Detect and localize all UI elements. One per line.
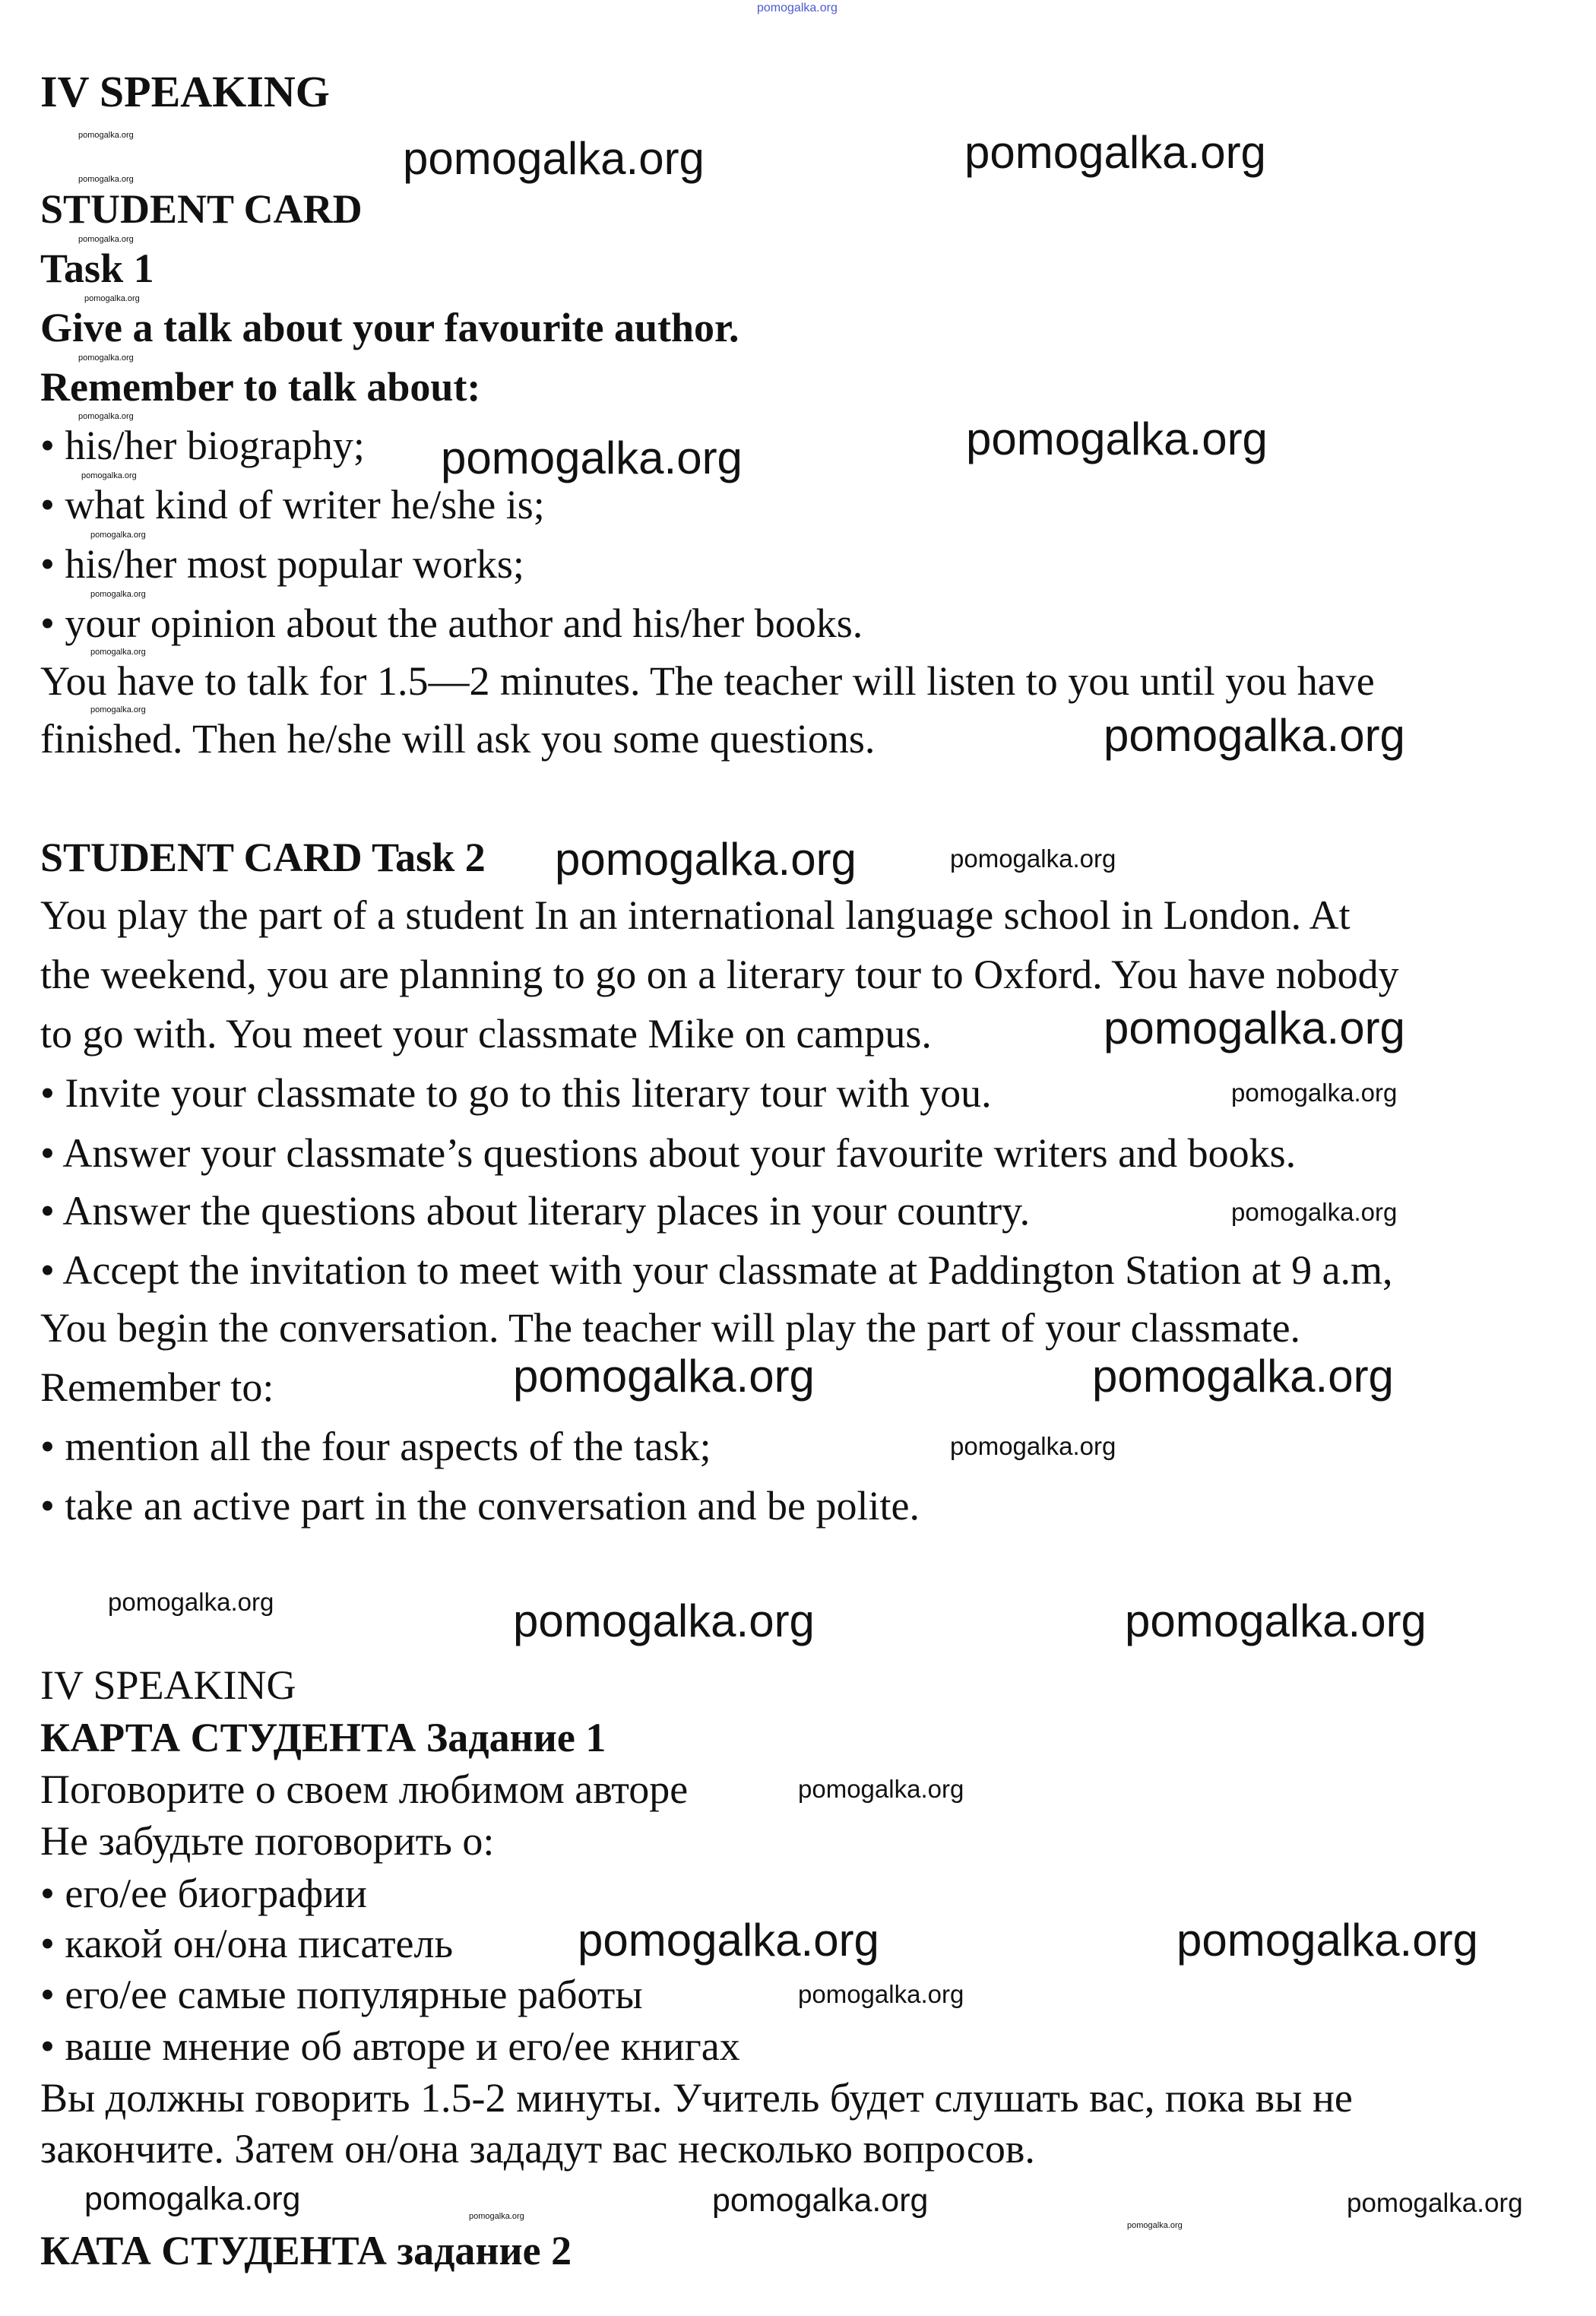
watermark: pomogalka.org [84, 2181, 301, 2217]
watermark: pomogalka.org [555, 834, 857, 885]
bullet-item: • его/ее самые популярные работы [40, 1972, 643, 2017]
watermark: pomogalka.org [798, 1980, 964, 2008]
watermark: pomogalka.org [966, 413, 1268, 464]
begin-line: You begin the conversation. The teacher will play the part of your classmate. [40, 1305, 1301, 1351]
watermark: pomogalka.org [1231, 1079, 1398, 1107]
watermark: pomogalka.org [1104, 1003, 1405, 1053]
bullet-item: • Answer the questions about literary places in your country. [40, 1188, 1031, 1234]
bullet-item: • Answer your classmate’s questions about your favourite writers and books. [40, 1130, 1297, 1176]
watermark: pomogalka.org [578, 1915, 879, 1966]
bullet-item: • его/ее биографии [40, 1871, 367, 1916]
watermark: pomogalka.org [513, 1595, 815, 1646]
intro-line: the weekend, you are planning to go on a literary tour to Oxford. You have nobody [40, 952, 1399, 997]
watermark: pomogalka.org [1127, 2221, 1183, 2230]
card-title-ru: КАРТА СТУДЕНТА Задание 1 [40, 1715, 606, 1760]
bullet-item: • his/her biography; [40, 423, 365, 468]
task-instruction-ru: Поговорите о своем любимом авторе [40, 1766, 689, 1812]
watermark: pomogalka.org [1104, 710, 1405, 761]
watermark: pomogalka.org [78, 131, 134, 140]
card-title: STUDENT CARD [40, 186, 363, 232]
bullet-item: • какой он/она писатель [40, 1921, 454, 1966]
bullet-item: • Accept the invitation to meet with your classmate at Paddington Station at 9 a.m, [40, 1247, 1393, 1293]
watermark: pomogalka.org [81, 471, 137, 480]
watermark: pomogalka.org [441, 432, 743, 483]
watermark: pomogalka.org [712, 2182, 929, 2219]
remember-heading: Remember to: [40, 1364, 274, 1410]
bullet-item: • ваше мнение об авторе и его/ее книгах [40, 2023, 740, 2069]
watermark: pomogalka.org [757, 2, 838, 14]
note-line: finished. Then he/she will ask you some questions. [40, 716, 876, 762]
watermark: pomogalka.org [1125, 1595, 1427, 1646]
section-title-ru: IV SPEAKING [40, 1662, 296, 1708]
bullet-item: • mention all the four aspects of the task; [40, 1424, 711, 1469]
watermark: pomogalka.org [84, 294, 140, 303]
card-title: STUDENT CARD Task 2 [40, 835, 486, 880]
watermark: pomogalka.org [513, 1351, 815, 1402]
remember-heading-ru: Не забудьте поговорить о: [40, 1818, 495, 1864]
watermark: pomogalka.org [403, 133, 705, 184]
watermark: pomogalka.org [798, 1775, 964, 1803]
watermark: pomogalka.org [90, 590, 146, 599]
watermark: pomogalka.org [950, 1432, 1116, 1460]
section-title: IV SPEAKING [40, 67, 330, 116]
bullet-item: • his/her most popular works; [40, 541, 524, 587]
watermark: pomogalka.org [90, 648, 146, 657]
note-line: You have to talk for 1.5—2 minutes. The teacher will listen to you until you have [40, 658, 1375, 704]
watermark: pomogalka.org [1176, 1915, 1478, 1966]
watermark: pomogalka.org [1231, 1198, 1398, 1226]
watermark: pomogalka.org [950, 844, 1116, 873]
bullet-item: • Invite your classmate to go to this literary tour with you. [40, 1070, 992, 1116]
watermark: pomogalka.org [78, 353, 134, 363]
watermark: pomogalka.org [78, 235, 134, 244]
note-line: закончите. Затем он/она зададут вас несколько вопросов. [40, 2126, 1035, 2172]
watermark: pomogalka.org [78, 412, 134, 421]
bullet-item: • your opinion about the author and his/her books. [40, 600, 863, 646]
watermark: pomogalka.org [108, 1588, 274, 1616]
remember-heading: Remember to talk about: [40, 364, 481, 410]
bullet-item: • what kind of writer he/she is; [40, 482, 545, 528]
watermark: pomogalka.org [1092, 1351, 1394, 1402]
task-instruction: Give a talk about your favourite author. [40, 305, 739, 350]
watermark: pomogalka.org [469, 2212, 524, 2221]
watermark: pomogalka.org [1347, 2188, 1523, 2218]
watermark: pomogalka.org [90, 705, 146, 714]
watermark: pomogalka.org [90, 531, 146, 540]
card-title-ru: КАТА СТУДЕНТА задание 2 [40, 2228, 572, 2273]
intro-line: You play the part of a student In an international language school in London. At [40, 892, 1351, 938]
intro-line: to go with. You meet your classmate Mike on campus. [40, 1011, 932, 1057]
watermark: pomogalka.org [78, 175, 134, 184]
note-line: Вы должны говорить 1.5-2 минуты. Учитель будет слушать вас, пока вы не [40, 2075, 1353, 2121]
task-label: Task 1 [40, 246, 154, 291]
bullet-item: • take an active part in the conversation and be polite. [40, 1483, 920, 1529]
watermark: pomogalka.org [964, 127, 1266, 178]
